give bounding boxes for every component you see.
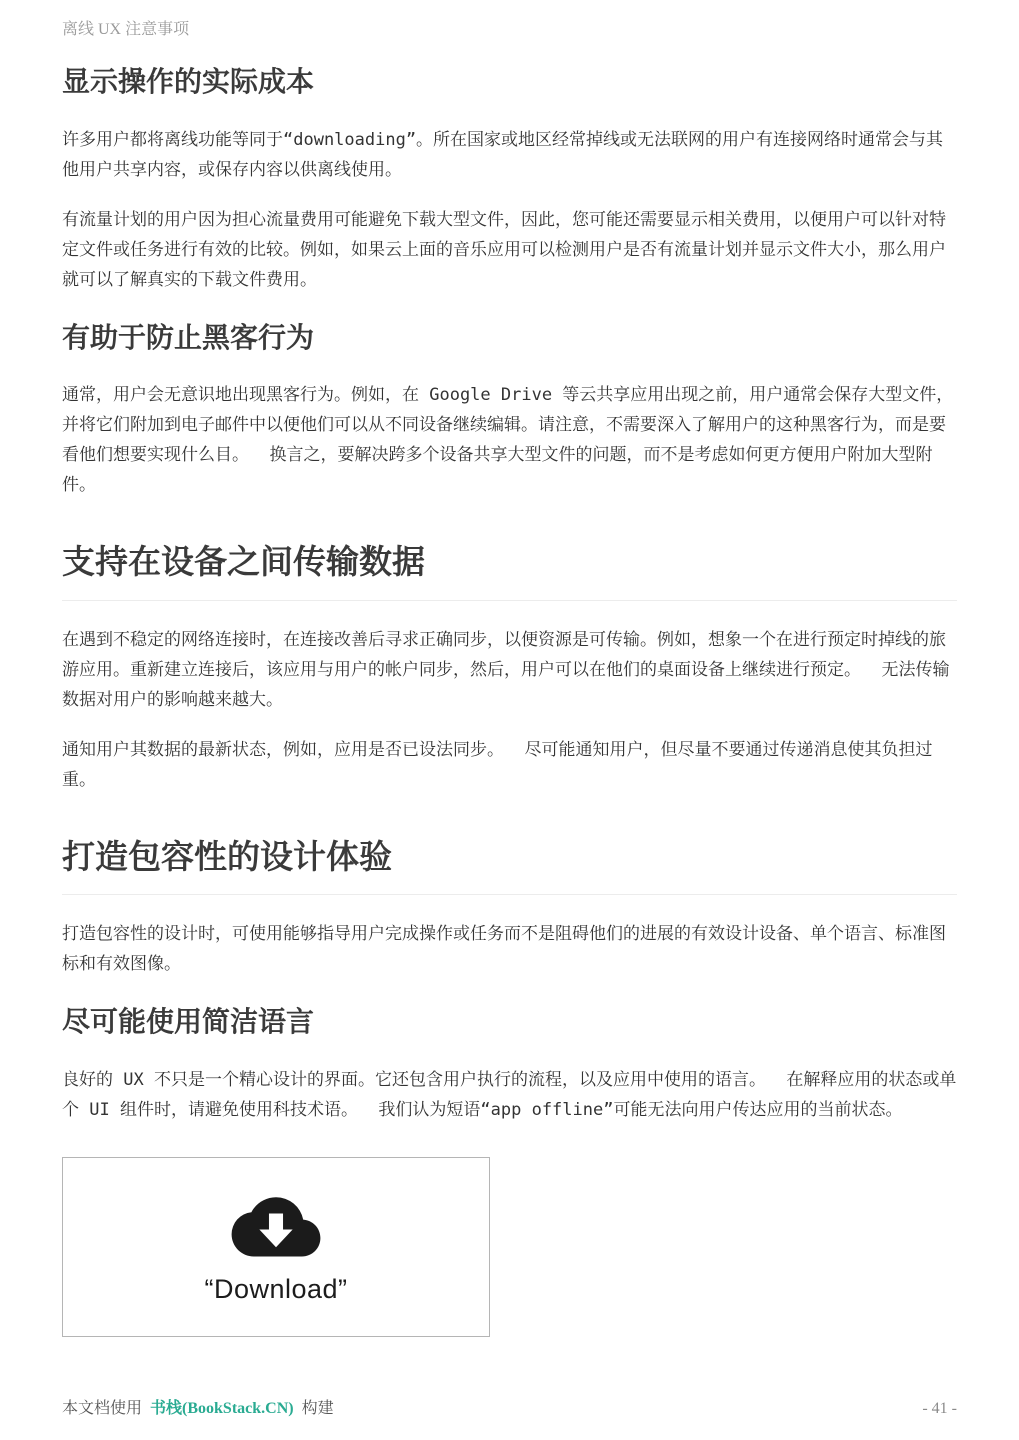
heading-transfer-data: 支持在设备之间传输数据 [62,542,957,601]
paragraph-concise-language: 良好的 UX 不只是一个精心设计的界面。它还包含用户执行的流程，以及应用中使用的语言。 在解释应用的状态或单个 UI 组件时，请避免使用科技术语。 我们认为短语“app offline”可能无法向用户传达应用的当前状态。 [62,1069,957,1120]
paragraph-show-cost-2: 有流量计划的用户因为担心流量费用可能避免下载大型文件，因此，您可能还需要显示相关费用，以便用户可以针对特定文件或任务进行有效的比较。例如，如果云上面的音乐应用可以检测用户是否有流量计划并显示文件大小，那么用户就可以了解真实的下载文件费用。 [62,209,946,290]
paragraph-transfer-1: 在遇到不稳定的网络连接时，在连接改善后寻求正确同步，以便资源是可传输。例如，想象一个在进行预定时掉线的旅游应用。重新建立连接后，该应用与用户的帐户同步，然后，用户可以在他们的桌面设备上继续进行预定。 无法传输数据对用户的影响越来越大。 [62,629,950,710]
heading-show-cost: 显示操作的实际成本 [62,66,315,97]
heading-inclusive-design: 打造包容性的设计体验 [62,837,957,896]
download-figure-caption: “Download” [204,1274,348,1305]
page-footer [62,1395,957,1418]
page-number: - 41 - [922,1400,957,1417]
footer-prefix: 本文档使用 [62,1400,143,1417]
download-figure [62,1157,490,1337]
cloud-download-icon [227,1188,325,1262]
paragraph-inclusive: 打造包容性的设计时，可使用能够指导用户完成操作或任务而不是阻碍他们的进展的有效设计设备、单个语言、标准图标和有效图像。 [62,924,946,975]
footer-build-note [62,1395,334,1418]
heading-prevent-hack: 有助于防止黑客行为 [62,321,315,353]
paragraph-transfer-2: 通知用户其数据的最新状态，例如，应用是否已设法同步。 尽可能通知用户，但尽量不要通过传递消息使其负担过重。 [62,739,933,790]
paragraph-show-cost-1: 许多用户都将离线功能等同于“downloading”。所在国家或地区经常掉线或无法联网的用户有连接网络时通常会与其他用户共享内容，或保存内容以供离线使用。 [62,129,944,180]
footer-suffix: 构建 [301,1400,334,1417]
heading-concise-language: 尽可能使用简洁语言 [62,1006,315,1038]
bookstack-link[interactable]: 书栈(BookStack.CN) [150,1400,294,1417]
paragraph-prevent-hack: 通常，用户会无意识地出现黑客行为。例如，在 Google Drive 等云共享应用出现之前，用户通常会保存大型文件，并将它们附加到电子邮件中以便他们可以从不同设备继续编辑。请注意，不需要深入了解用户的这种黑客行为，而是要看他们想要实现什么目。 换言之，要解决跨多个设备共享大型文件的问题，而不是考虑如何更方便用户附加大型附件。 [62,385,954,496]
running-header: 离线 UX 注意事项 [62,21,190,38]
